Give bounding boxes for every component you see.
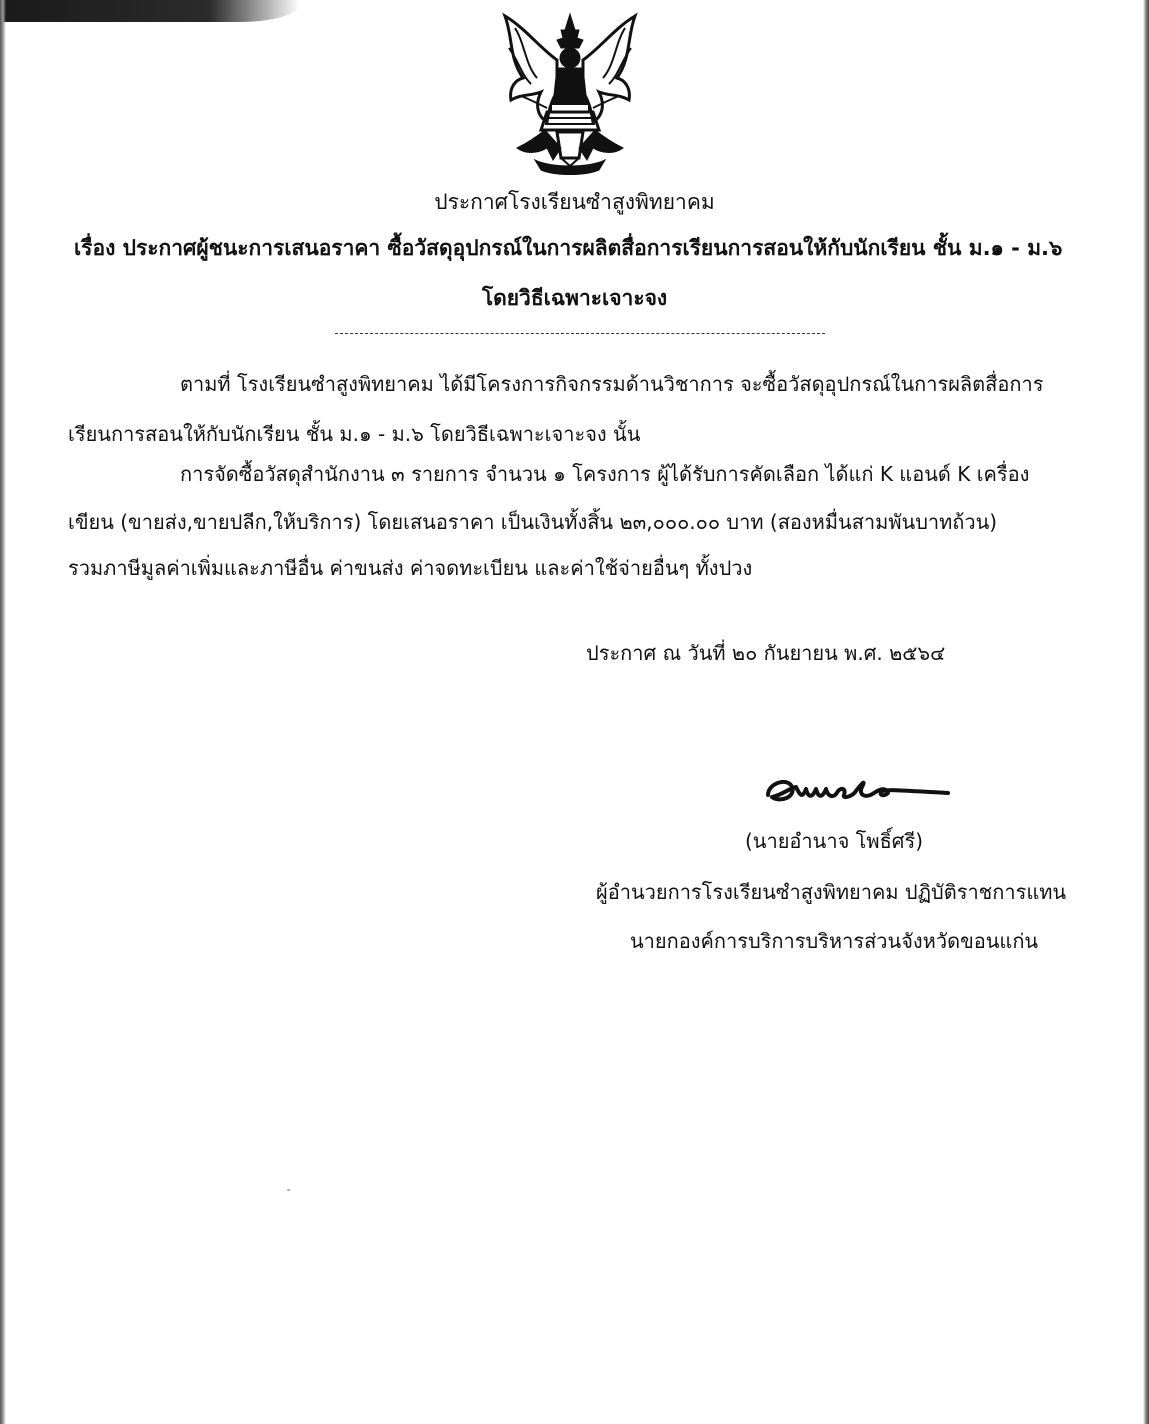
body-paragraph-2-line-1: การจัดซื้อวัสดุสำนักงาน ๓ รายการ จำนวน ๑ โครงการ ผู้ได้รับการคัดเลือก ได้แก่ K แอนด์ K เครื่อง <box>180 462 1030 486</box>
separator-line <box>335 333 825 334</box>
body-paragraph-1-line-2: เรียนการสอนให้กับนักเรียน ชั้น ม.๑ - ม.๖ โดยวิธีเฉพาะเจาะจง นั้น <box>68 422 641 446</box>
body-paragraph-1-line-1: ตามที่ โรงเรียนซำสูงพิทยาคม ได้มีโครงการกิจกรรมด้านวิชาการ จะซื้อวัสดุอุปกรณ์ในการผลิตสื่อการ <box>180 372 1044 396</box>
signer-position-line-2: นายกองค์การบริการบริหารส่วนจังหวัดขอนแก่น <box>630 929 1039 953</box>
subject-line: เรื่อง ประกาศผู้ชนะการเสนอราคา ซื้อวัสดุอุปกรณ์ในการผลิตสื่อการเรียนการสอนให้กับนักเรียน ชั้น ม.๑ - ม.๖ <box>74 236 1063 260</box>
garuda-emblem-icon <box>495 8 645 178</box>
scan-shadow-top <box>0 0 300 22</box>
announcement-date: ประกาศ ณ วันที่ ๒๐ กันยายน พ.ศ. ๒๕๖๔ <box>586 641 946 665</box>
subject-method-line: โดยวิธีเฉพาะเจาะจง <box>481 286 668 310</box>
signer-name: (นายอำนาจ โพธิ์ศรี) <box>745 829 924 853</box>
body-paragraph-2-line-3: รวมภาษีมูลค่าเพิ่มและภาษีอื่น ค่าขนส่ง ค่าจดทะเบียน และค่าใช้จ่ายอื่นๆ ทั้งปวง <box>68 556 753 580</box>
handwritten-signature-icon <box>758 765 958 815</box>
announcement-header: ประกาศโรงเรียนซำสูงพิทยาคม <box>434 190 715 214</box>
signer-position-line-1: ผู้อำนวยการโรงเรียนซำสูงพิทยาคม ปฏิบัติราชการแทน <box>596 880 1067 904</box>
scan-speck <box>287 1189 290 1191</box>
body-paragraph-2-line-2: เขียน (ขายส่ง,ขายปลีก,ให้บริการ) โดยเสนอราคา เป็นเงินทั้งสิ้น ๒๓,๐๐๐.๐๐ บาท (สองหมื่นสามพันบาทถ้วน) <box>68 510 998 534</box>
